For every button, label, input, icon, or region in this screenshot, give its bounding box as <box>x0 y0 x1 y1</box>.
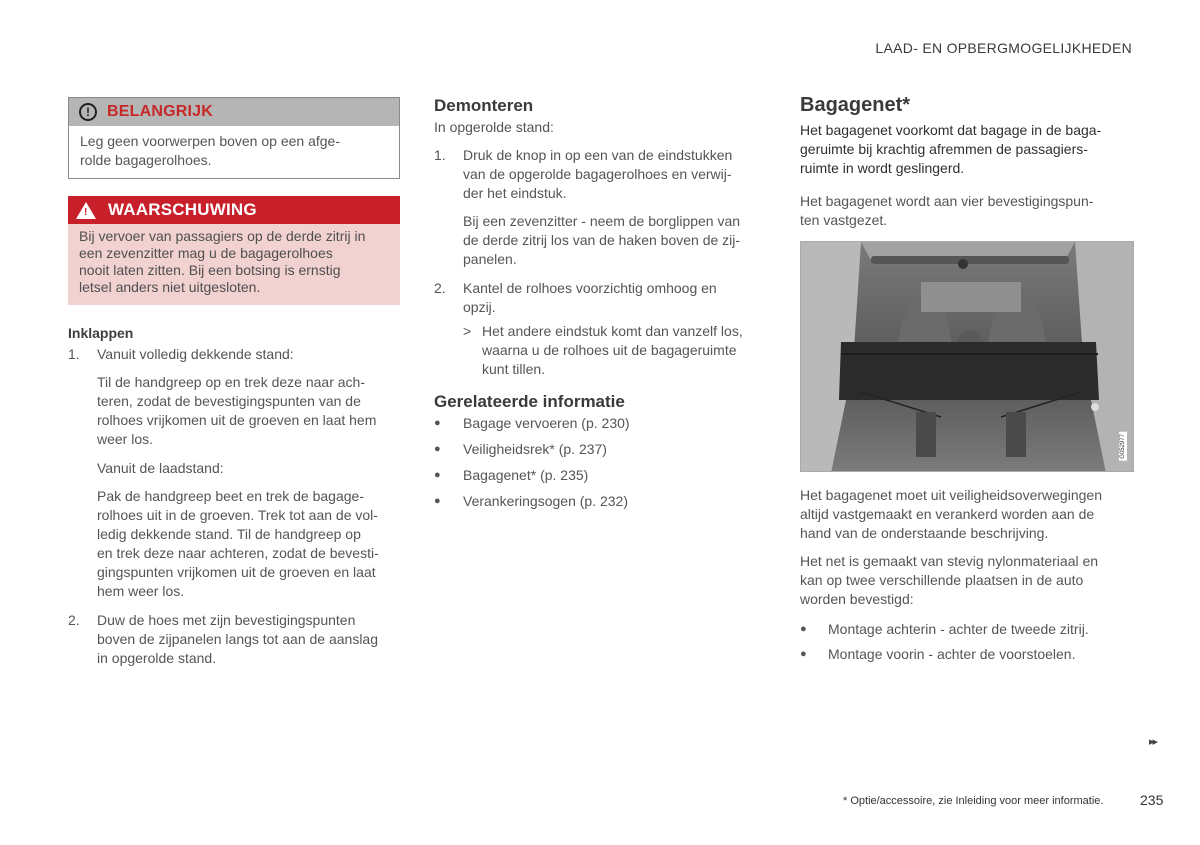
text-line: ten vastgezet. <box>800 212 888 228</box>
demonteren-step-1 <box>434 146 766 203</box>
important-text <box>69 126 399 178</box>
text-line: waarna u de rolhoes uit de bagageruimte <box>482 342 737 358</box>
text-line: teren, zodat de bevestigingspunten van de <box>97 393 361 409</box>
inklappen-step-1-para-3 <box>97 487 400 601</box>
demonteren-step-1-note <box>463 212 766 269</box>
related-link[interactable]: Verankeringsogen (p. 232) <box>463 493 628 509</box>
bagagenet-bullet <box>800 645 1134 664</box>
text-line: Bij een zevenzitter - neem de borglippen van <box>463 213 741 229</box>
footnote: * Optie/accessoire, zie Inleiding voor meer informatie. <box>843 795 1104 807</box>
warning-title: WAARSCHUWING <box>108 200 257 219</box>
bagagenet-para-3 <box>800 552 1134 609</box>
text-line: Til de handgreep op en trek deze naar ach- <box>97 374 365 390</box>
text-line: der het eindstuk. <box>463 185 567 201</box>
related-heading: Gerelateerde informatie <box>434 392 625 411</box>
result-text <box>463 322 766 379</box>
text-line: en trek deze naar achteren, zodat de bevesti- <box>97 545 379 561</box>
text-line: Het bagagenet wordt aan vier bevestigingspun- <box>800 193 1094 209</box>
text-line: altijd vastgemaakt en verankerd worden aan de <box>800 506 1095 522</box>
bullet-text: Montage voorin - achter de voorstoelen. <box>828 646 1076 662</box>
bullet-icon: ● <box>434 443 441 455</box>
bagagenet-heading: Bagagenet* <box>800 94 911 116</box>
text-line: in opgerolde stand. <box>97 650 217 666</box>
bagagenet-bullet <box>800 620 1134 639</box>
warning-text-line: letsel anders niet uitgesloten. <box>79 279 261 295</box>
step-number: 2. <box>434 280 446 296</box>
demonteren-heading: Demonteren <box>434 96 534 115</box>
bagagenet-para-1 <box>800 192 1134 230</box>
text-line: gingspunten vrijkomen uit de groeven en laat <box>97 564 376 580</box>
text-line: rolhoes vrijkomen uit de groeven en laat hem <box>97 412 377 428</box>
demonteren-step-2 <box>434 279 766 317</box>
warning-text <box>68 224 400 305</box>
step-text <box>434 279 766 317</box>
bullet-icon: ● <box>800 623 807 635</box>
image-code-label: G052977 <box>1120 434 1126 459</box>
related-item[interactable] <box>434 492 766 511</box>
important-text-line: rolde bagagerolhoes. <box>80 152 212 168</box>
exclamation-circle-icon: ! <box>79 103 97 121</box>
text-line: hand van de onderstaande beschrijving. <box>800 525 1049 541</box>
step-text: Vanuit volledig dekkende stand: <box>97 346 294 362</box>
text-line: Het bagagenet voorkomt dat bagage in de baga- <box>800 122 1102 138</box>
warning-box <box>68 196 400 305</box>
continue-arrows-icon: ▸▸ <box>1149 736 1157 748</box>
inklappen-heading: Inklappen <box>68 325 134 341</box>
demonteren-intro: In opgerolde stand: <box>434 119 554 135</box>
warning-text-line: een zevenzitter mag u de bagagerolhoes <box>79 245 333 261</box>
related-item[interactable] <box>434 466 766 485</box>
page-number: 235 <box>1140 792 1164 808</box>
bagagenet-intro <box>800 121 1134 178</box>
text-line: Het net is gemaakt van stevig nylonmateriaal en <box>800 553 1099 569</box>
text-line: Duw de hoes met zijn bevestigingspunten <box>97 612 356 628</box>
step-number: 1. <box>68 346 80 362</box>
important-title: BELANGRIJK <box>107 103 214 120</box>
text-line: rolhoes uit in de groeven. Trek tot aan de vol- <box>97 507 378 523</box>
important-text-line: Leg geen voorwerpen boven op een afge- <box>80 133 340 149</box>
bullet-icon: ● <box>434 417 441 429</box>
text-line: Het andere eindstuk komt dan vanzelf los, <box>482 323 743 339</box>
text-line: Druk de knop in op een van de eindstukken <box>463 147 733 163</box>
text-line: de derde zitrij los van de haken boven de zij- <box>463 232 741 248</box>
inklappen-step-1-para-2: Vanuit de laadstand: <box>97 460 224 476</box>
step-number: 2. <box>68 612 80 628</box>
warning-triangle-icon: ! <box>76 202 96 219</box>
related-link[interactable]: Bagage vervoeren (p. 230) <box>463 415 630 431</box>
related-link[interactable]: Bagagenet* (p. 235) <box>463 467 589 483</box>
related-item[interactable] <box>434 440 766 459</box>
text-line: ruimte in wordt geslingerd. <box>800 160 965 176</box>
bullet-icon: ● <box>800 648 807 660</box>
text-line: boven de zijpanelen langs tot aan de aanslag <box>97 631 378 647</box>
luggage-net-photo <box>800 241 1134 472</box>
text-line: panelen. <box>463 251 517 267</box>
cargo-area-illustration <box>801 242 1134 472</box>
text-line: opzij. <box>463 299 496 315</box>
text-line: Pak de handgreep beet en trek de bagage- <box>97 488 364 504</box>
demonteren-result <box>463 322 766 379</box>
text-line: Kantel de rolhoes voorzichtig omhoog en <box>463 280 717 296</box>
text-line: geruimte bij krachtig afremmen de passagiers- <box>800 141 1088 157</box>
step-number: 1. <box>434 147 446 163</box>
related-link[interactable]: Veiligheidsrek* (p. 237) <box>463 441 607 457</box>
bullet-text: Montage achterin - achter de tweede zitrij. <box>828 621 1089 637</box>
step-text <box>68 611 400 668</box>
bagagenet-para-2 <box>800 486 1134 543</box>
important-box-bar <box>69 98 399 126</box>
text-line: weer los. <box>97 431 154 447</box>
bullet-icon: ● <box>434 495 441 507</box>
text-line: Het bagagenet moet uit veiligheidsoverwegingen <box>800 487 1102 503</box>
text-line: ledig dekkende stand. Til de handgreep op <box>97 526 361 542</box>
warning-text-line: Bij vervoer van passagiers op de derde zitrij in <box>79 228 366 244</box>
bullet-icon: ● <box>434 469 441 481</box>
section-header: LAAD- EN OPBERGMOGELIJKHEDEN <box>875 40 1132 56</box>
text-line: van de opgerolde bagagerolhoes en verwij- <box>463 166 732 182</box>
step-text <box>434 146 766 203</box>
warning-text-line: nooit laten zitten. Bij een botsing is ernstig <box>79 262 341 278</box>
inklappen-step-1 <box>68 345 400 364</box>
text-line: kan op twee verschillende plaatsen in de auto <box>800 572 1084 588</box>
warning-box-bar <box>68 196 400 224</box>
inklappen-step-1-para-1 <box>97 373 400 449</box>
result-marker: > <box>463 323 472 339</box>
related-item[interactable] <box>434 414 766 433</box>
inklappen-step-2 <box>68 611 400 668</box>
text-line: hem weer los. <box>97 583 185 599</box>
important-box <box>68 97 400 179</box>
text-line: kunt tillen. <box>482 361 546 377</box>
text-line: worden bevestigd: <box>800 591 914 607</box>
